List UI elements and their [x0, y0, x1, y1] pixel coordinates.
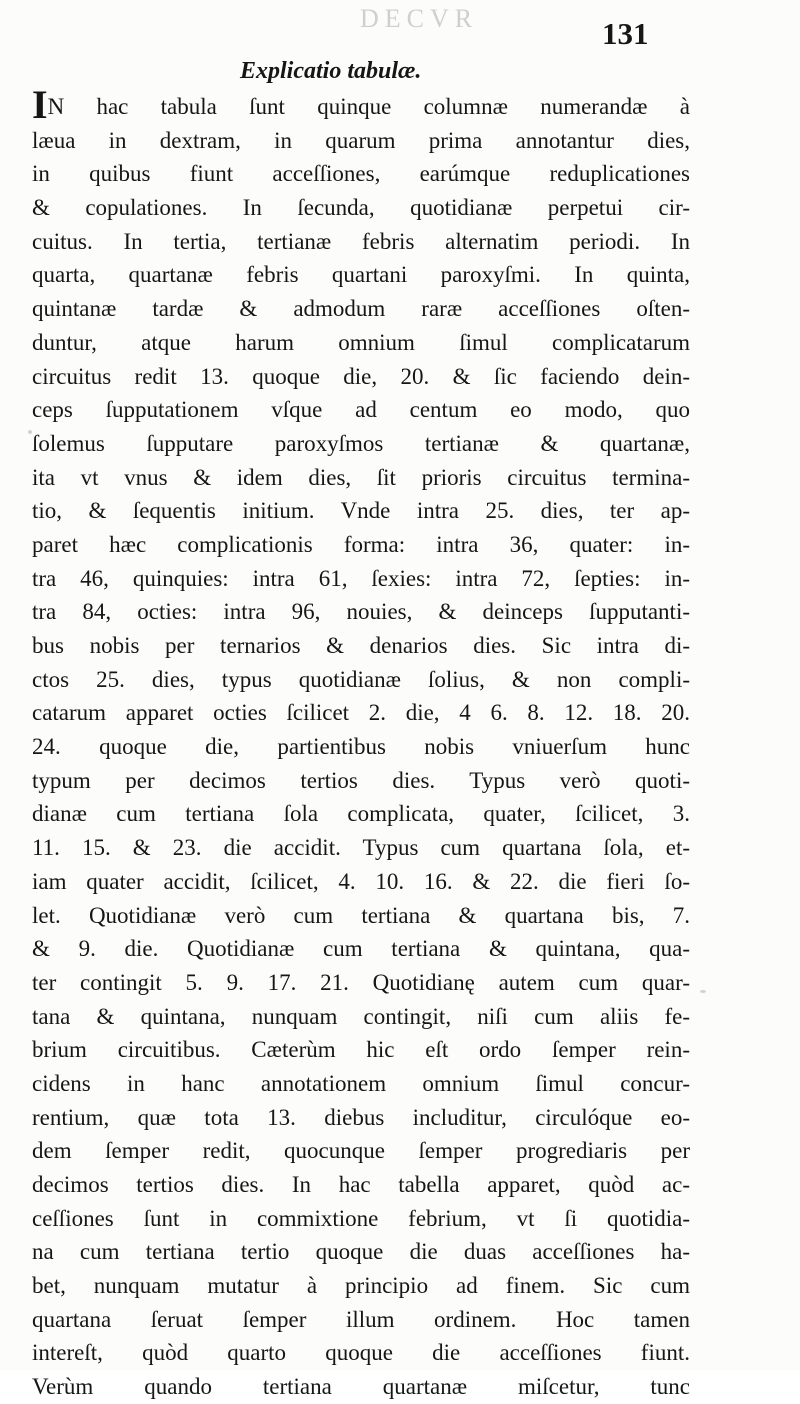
text-line-content: læua in dextram, in quarum prima annotantur dies, — [32, 127, 690, 153]
text-line-content: rentium, quæ tota 13. diebus includitur, circulóque eo- — [32, 1104, 690, 1130]
text-line — [32, 82, 690, 127]
text-line — [32, 326, 690, 360]
text-line — [32, 966, 690, 1000]
text-line-content: dianæ cum tertiana ſola complicata, quater, ſcilicet, 3. — [32, 801, 690, 827]
text-line-content: catarum apparet octies ſcilicet 2. die, 4 6. 8. 12. 18. 20. — [32, 700, 690, 726]
text-line — [32, 157, 690, 191]
text-line — [32, 764, 690, 798]
text-line-content: & copulationes. In ſecunda, quotidianæ perpetui cir- — [32, 195, 690, 221]
text-line-content: quintanæ tardæ & admodum raræ acceſſiones oſten- — [32, 296, 690, 322]
text-line-content: quartana ſeruat ſemper illum ordinem. Hoc tamen — [32, 1306, 690, 1332]
text-line-content: 24. quoque die, partientibus nobis vniuerſum hunc — [32, 734, 690, 760]
text-line — [32, 831, 690, 865]
text-line-content: 11. 15. & 23. die accidit. Typus cum quartana ſola, et- — [32, 835, 690, 861]
text-line-content: in quibus fiunt acceſſiones, earúmque reduplicationes — [32, 161, 690, 187]
text-line — [32, 629, 690, 663]
ink-speck — [28, 430, 32, 434]
text-line — [32, 1067, 690, 1101]
text-line-content: tio, & ſequentis initium. Vnde intra 25. dies, ter ap- — [32, 498, 690, 524]
text-line — [32, 730, 690, 764]
text-line-content: intereſt, quòd quarto quoque die acceſſiones fiunt. — [32, 1340, 690, 1366]
text-line — [32, 797, 690, 831]
text-line-content: na cum tertiana tertio quoque die duas acceſſiones ha- — [32, 1239, 690, 1265]
text-line-content: tra 84, octies: intra 96, nouies, & deinceps ſupputanti- — [32, 599, 690, 625]
text-line-content: tra 46, quinquies: intra 61, ſexies: intra 72, ſepties: in- — [32, 565, 690, 591]
text-line — [32, 663, 690, 697]
text-line-content: & 9. die. Quotidianæ cum tertiana & quintana, qua- — [32, 936, 690, 962]
text-line — [32, 865, 690, 899]
text-line-content: iam quater accidit, ſcilicet, 4. 10. 16. & 22. die fieri ſo- — [32, 868, 690, 894]
text-line — [32, 1033, 690, 1067]
text-line — [32, 427, 690, 461]
text-line — [32, 1269, 690, 1303]
text-line — [32, 1370, 690, 1404]
text-line — [32, 124, 690, 158]
text-line-content: ceſſiones ſunt in commixtione febrium, vt ſi quotidia- — [32, 1205, 690, 1231]
text-line — [32, 1168, 690, 1202]
text-line-content: let. Quotidianæ verò cum tertiana & quartana bis, 7. — [32, 902, 690, 928]
text-line-content: bus nobis per ternarios & denarios dies. Sic intra di- — [32, 633, 690, 658]
text-line — [32, 1101, 690, 1135]
text-line-content: bet, nunquam mutatur à principio ad finem. Sic cum — [32, 1273, 690, 1299]
text-line-content: paret hæc complicationis forma: intra 36, quater: in- — [32, 531, 690, 557]
text-line-content: ſolemus ſupputare paroxyſmos tertianæ & quartanæ, — [32, 430, 690, 456]
text-line-content: Verùm quando tertiana quartanæ miſcetur, tunc — [32, 1374, 690, 1400]
text-line-content: ter contingit 5. 9. 17. 21. Quotidianę autem cum quar- — [32, 969, 690, 995]
text-line — [32, 595, 690, 629]
text-line-content: duntur, atque harum omnium ſimul complicatarum — [32, 329, 690, 355]
text-line-content: quarta, quartanæ febris quartani paroxyſmi. In quinta, — [32, 262, 690, 288]
text-line — [32, 258, 690, 292]
text-line — [32, 494, 690, 528]
body-text — [32, 82, 690, 1404]
text-line-content: ceps ſupputationem vſque ad centum eo modo, quo — [32, 397, 690, 423]
text-line — [32, 1235, 690, 1269]
drop-cap: I — [32, 82, 48, 127]
text-line — [32, 528, 690, 562]
text-line — [32, 393, 690, 427]
text-line — [32, 1336, 690, 1370]
text-line — [32, 461, 690, 495]
section-heading: Explicatio tabulæ. — [240, 58, 422, 84]
text-line-content: dem ſemper redit, quocunque ſemper progrediaris per — [32, 1138, 690, 1164]
text-line — [32, 360, 690, 394]
text-line — [32, 292, 690, 326]
text-line — [32, 562, 690, 596]
text-line-content: brium circuitibus. Cæterùm hic eſt ordo ſemper rein- — [32, 1037, 690, 1063]
text-line — [32, 1202, 690, 1236]
text-line — [32, 932, 690, 966]
text-line-content: ctos 25. dies, typus quotidianæ ſolius, & non compli- — [32, 666, 690, 692]
text-line — [32, 899, 690, 933]
text-line-content: cuitus. In tertia, tertianæ febris alternatim periodi. In — [32, 228, 690, 254]
text-line-content: typum per decimos tertios dies. Typus verò quoti- — [32, 767, 690, 793]
text-line — [32, 1134, 690, 1168]
bleed-through-text: DECVR — [360, 4, 479, 33]
text-line — [32, 1303, 690, 1337]
text-line-content: decimos tertios dies. In hac tabella apparet, quòd ac- — [32, 1172, 690, 1197]
text-line — [32, 696, 690, 730]
text-line-content: cidens in hanc annotationem omnium ſimul concur- — [32, 1070, 690, 1096]
text-line — [32, 191, 690, 225]
text-line-content: N hac tabula ſunt quinque columnæ numerandæ à — [47, 94, 690, 119]
text-line — [32, 1000, 690, 1034]
page-number: 131 — [602, 16, 649, 51]
text-line — [32, 225, 690, 259]
text-line-content: circuitus redit 13. quoque die, 20. & ſic faciendo dein- — [32, 363, 690, 389]
text-line-content: tana & quintana, nunquam contingit, niſi cum aliis fe- — [32, 1003, 690, 1029]
ink-speck — [700, 990, 706, 993]
text-line-content: ita vt vnus & idem dies, ſit prioris circuitus termina- — [32, 464, 690, 490]
